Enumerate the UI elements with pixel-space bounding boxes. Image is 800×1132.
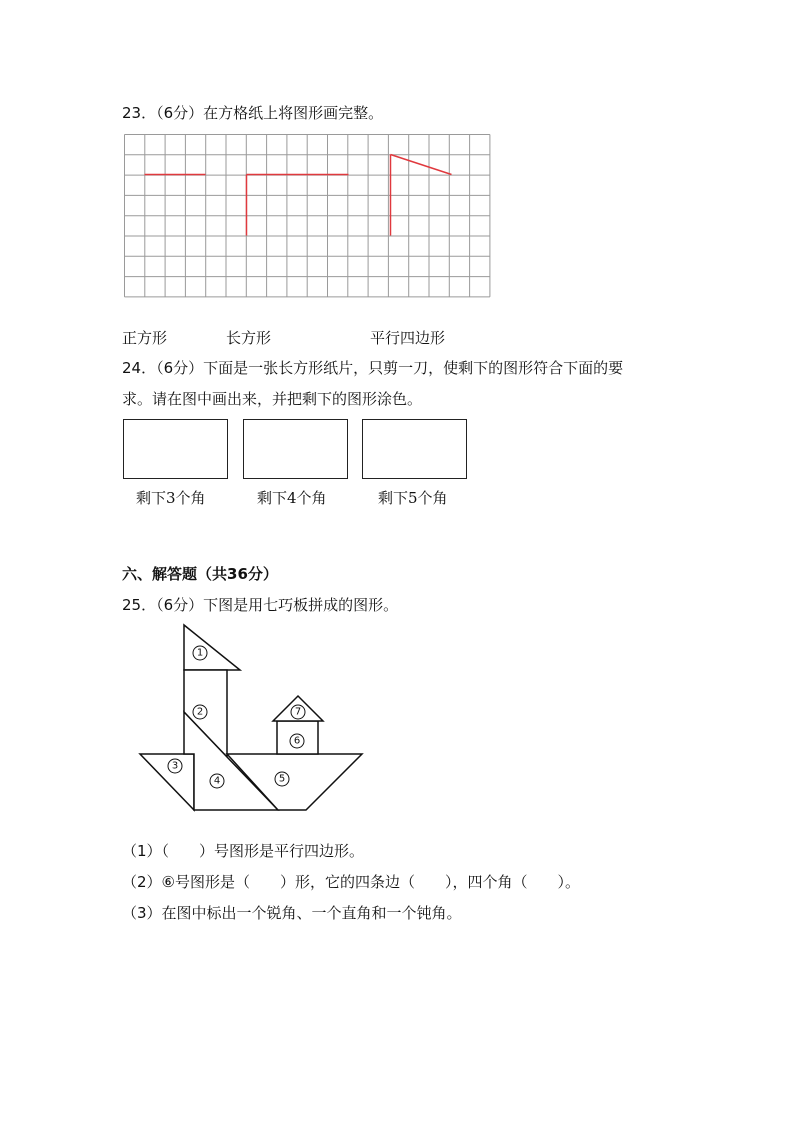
caption-5-corners: 剩下5个角 xyxy=(378,489,448,507)
tangram-piece-3[interactable] xyxy=(140,754,194,810)
piece-number-1: 1 xyxy=(196,647,204,659)
parallelogram-partial-slant xyxy=(391,155,452,175)
graph-paper-grid[interactable] xyxy=(118,130,498,302)
caption-4-corners: 剩下4个角 xyxy=(257,489,327,507)
q25-sub3: （3）在图中标出一个锐角、一个直角和一个钝角。 xyxy=(122,904,462,922)
q25-sub2: （2）⑥号图形是（ ）形，它的四条边（ ），四个角（ ）。 xyxy=(122,873,580,891)
label-parallelogram: 平行四边形 xyxy=(370,329,446,347)
caption-3-corners: 剩下3个角 xyxy=(136,489,206,507)
piece-number-6: 6 xyxy=(293,735,301,747)
q23-question: 23．（6分）在方格纸上将图形画完整。 xyxy=(122,104,384,122)
piece-number-3: 3 xyxy=(171,760,179,772)
piece-number-2: 2 xyxy=(196,706,204,718)
paper-rectangle-3[interactable] xyxy=(362,419,467,479)
label-rectangle: 长方形 xyxy=(226,329,272,347)
q25-question: 25．（6分）下图是用七巧板拼成的图形。 xyxy=(122,596,399,614)
label-square: 正方形 xyxy=(122,329,168,347)
tangram-figure[interactable] xyxy=(130,615,370,815)
section-title: 六、解答题（共36分） xyxy=(122,565,278,583)
paper-rectangle-2[interactable] xyxy=(243,419,348,479)
piece-number-7: 7 xyxy=(294,706,302,718)
tangram-piece-1[interactable] xyxy=(184,625,240,670)
q24-question-line1: 24．（6分）下面是一张长方形纸片，只剪一刀，使剩下的图形符合下面的要 xyxy=(122,359,624,377)
piece-number-5: 5 xyxy=(278,773,286,785)
paper-rectangle-1[interactable] xyxy=(123,419,228,479)
q24-question-line2: 求。请在图中画出来，并把剩下的图形涂色。 xyxy=(122,390,423,408)
piece-number-4: 4 xyxy=(213,775,221,787)
q25-sub1: （1）（ ）号图形是平行四边形。 xyxy=(122,842,365,860)
